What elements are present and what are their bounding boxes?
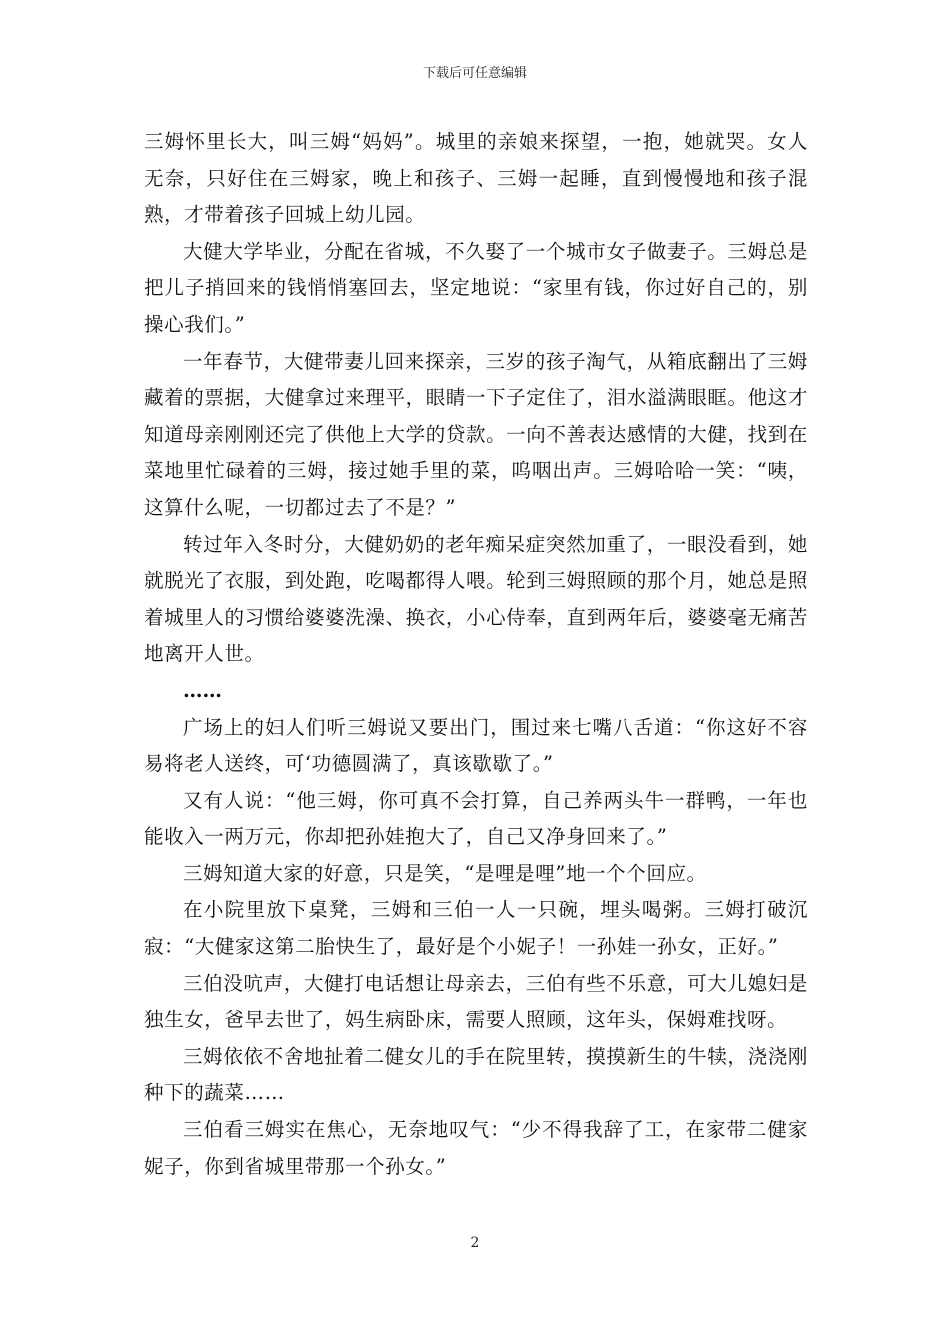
paragraph: 三姆知道大家的好意，只是笑，“是哩是哩”地一个个回应。 [183, 861, 707, 885]
paragraph: 三伯看三姆实在焦心，无奈地叹气：“少不得我辞了工，在家带二健家妮子，你到省城里带那一个孙女。” [144, 1118, 808, 1178]
paragraph: 转过年入冬时分，大健奶奶的老年痴呆症突然加重了，一眼没看到，她就脱光了衣服，到处跑，吃喝都得人喂。轮到三姆照顾的那个月，她总是照着城里人的习惯给婆婆洗澡、换衣，小心侍奉，直到两年后，婆婆毫无痛苦地离开人世。 [144, 532, 808, 666]
page-header: 下载后可任意编辑 [422, 66, 527, 81]
section-break-ellipsis: …… [183, 678, 222, 702]
paragraph: 三姆怀里长大，叫三姆“妈妈”。城里的亲娘来探望，一抱，她就哭。女人无奈，只好住在三姆家，晚上和孩子、三姆一起睡，直到慢慢地和孩子混熟，才带着孩子回城上幼儿园。 [144, 130, 808, 227]
paragraph: 三伯没吭声，大健打电话想让母亲去，三伯有些不乐意，可大儿媳妇是独生女，爸早去世了，妈生病卧床，需要人照顾，这年头，保姆难找呀。 [144, 971, 808, 1032]
paragraph: 一年春节，大健带妻儿回来探亲，三岁的孩子淘气，从箱底翻出了三姆藏着的票据，大健拿过来理平，眼睛一下子定住了，泪水溢满眼眶。他这才知道母亲刚刚还完了供他上大学的贷款。一向不善表达感情的大健，找到在菜地里忙碌着的三姆，接过她手里的菜，呜咽出声。三姆哈哈一笑：“咦，这算什么呢，一切都过去了不是？” [144, 349, 808, 519]
paragraph: 广场上的妇人们听三姆说又要出门，围过来七嘴八舌道：“你这好不容易将老人送终，可‘功德圆满了，真该歇歇了。” [144, 715, 808, 776]
paragraph: 又有人说：“他三姆，你可真不会打算，自己养两头牛一群鸭，一年也能收入一两万元，你却把孙娃抱大了，自己又净身回来了。” [144, 788, 808, 849]
paragraph: 三姆依依不舍地扯着二健女儿的手在院里转，摸摸新生的牛犊，浇浇刚种下的蔬菜…… [144, 1044, 808, 1105]
page-number: 2 [470, 1235, 480, 1251]
paragraph: 大健大学毕业，分配在省城，不久娶了一个城市女子做妻子。三姆总是把儿子捎回来的钱悄悄塞回去，坚定地说：“家里有钱，你过好自己的，别操心我们。” [144, 239, 808, 336]
paragraph: 在小院里放下桌凳，三姆和三伯一人一只碗，埋头喝粥。三姆打破沉寂：“大健家这第二胎快生了，最好是个小妮子！一孙娃一孙女，正好。” [144, 898, 808, 959]
document-body [144, 124, 808, 1185]
